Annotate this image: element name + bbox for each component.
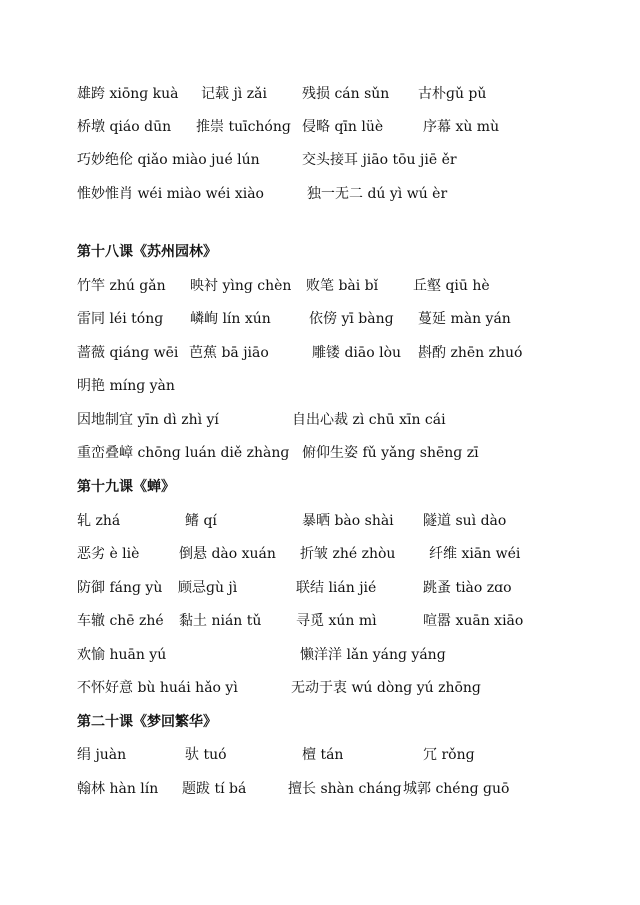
vocab-entry: 俯仰生姿 fǔ yǎnɡ shēnɡ zī bbox=[302, 445, 479, 461]
vocab-row bbox=[0, 306, 640, 332]
vocab-entry: 重峦叠嶂 chōnɡ luán diě zhànɡ bbox=[77, 445, 290, 461]
vocab-entry: 折皱 zhé zhòu bbox=[300, 546, 396, 562]
vocab-entry: 因地制宜 yīn dì zhì yí bbox=[77, 412, 219, 428]
vocab-entry: 嶙峋 lín xún bbox=[190, 311, 271, 327]
vocab-entry: 芭蕉 bā jiāo bbox=[189, 345, 269, 361]
vocab-row bbox=[0, 675, 640, 701]
vocab-entry: 倒悬 dào xuán bbox=[179, 546, 276, 562]
vocab-entry: 记载 jì zǎi bbox=[201, 86, 267, 102]
vocab-entry: 题跋 tí bá bbox=[182, 781, 247, 797]
vocab-entry: 顾忌ɡù jì bbox=[178, 580, 238, 596]
vocab-entry: 推崇 tuīchónɡ bbox=[196, 119, 291, 135]
vocab-entry: 古朴ɡǔ pǔ bbox=[418, 86, 487, 102]
vocab-entry: 蔓延 màn yán bbox=[418, 311, 511, 327]
vocab-row bbox=[0, 147, 640, 173]
vocab-entry: 轧 zhá bbox=[77, 513, 121, 529]
vocab-entry: 不怀好意 bù huái hǎo yì bbox=[77, 680, 238, 696]
vocab-row bbox=[0, 776, 640, 802]
vocab-entry: 蔷薇 qiánɡ wēi bbox=[77, 345, 179, 361]
vocab-row bbox=[0, 407, 640, 433]
vocab-entry: 黏土 nián tǔ bbox=[179, 613, 262, 629]
vocab-row bbox=[0, 440, 640, 466]
vocab-entry: 竹竿 zhú gǎn bbox=[77, 278, 166, 294]
vocab-row bbox=[0, 273, 640, 299]
vocab-entry: 擅长 shàn chánɡ bbox=[288, 781, 402, 797]
section-heading: 第十八课《苏州园林》 bbox=[77, 244, 217, 260]
vocab-entry: 恶劣 è liè bbox=[77, 546, 140, 562]
vocab-entry: 无动于衷 wú dònɡ yú zhōnɡ bbox=[291, 680, 481, 696]
vocab-row bbox=[0, 608, 640, 634]
vocab-entry: 巧妙绝伦 qiǎo miào jué lún bbox=[77, 152, 260, 168]
vocab-entry: 映衬 yìnɡ chèn bbox=[190, 278, 292, 294]
vocab-entry: 败笔 bài bǐ bbox=[306, 278, 379, 294]
vocab-entry: 桥墩 qiáo dūn bbox=[77, 119, 172, 135]
vocab-entry: 寻觅 xún mì bbox=[296, 613, 377, 629]
vocab-row bbox=[0, 373, 640, 399]
vocab-entry: 城郭 chénɡ ɡuō bbox=[403, 781, 510, 797]
vocab-row bbox=[0, 642, 640, 668]
vocab-entry: 交头接耳 jiāo tōu jiē ěr bbox=[302, 152, 457, 168]
vocab-row bbox=[0, 575, 640, 601]
vocab-row bbox=[0, 541, 640, 567]
vocab-entry: 联结 lián jié bbox=[296, 580, 377, 596]
vocab-row bbox=[0, 508, 640, 534]
vocab-entry: 侵略 qīn lüè bbox=[302, 119, 384, 135]
vocab-entry: 跳蚤 tiào zɑo bbox=[423, 580, 512, 596]
vocab-row bbox=[0, 181, 640, 207]
vocab-entry: 雕镂 diāo lòu bbox=[312, 345, 402, 361]
vocab-row bbox=[0, 114, 640, 140]
vocab-entry: 雷同 léi tónɡ bbox=[77, 311, 164, 327]
vocab-entry: 依傍 yī bànɡ bbox=[309, 311, 394, 327]
vocab-entry: 鳍 qí bbox=[185, 513, 217, 529]
vocab-entry: 防御 fánɡ yù bbox=[77, 580, 163, 596]
vocab-entry: 车辙 chē zhé bbox=[77, 613, 164, 629]
vocab-entry: 绢 juàn bbox=[77, 747, 127, 763]
vocab-entry: 欢愉 huān yú bbox=[77, 647, 167, 663]
vocab-entry: 序幕 xù mù bbox=[423, 119, 500, 135]
section-heading: 第二十课《梦回繁华》 bbox=[77, 714, 217, 730]
vocab-row bbox=[0, 81, 640, 107]
vocab-entry: 翰林 hàn lín bbox=[77, 781, 159, 797]
vocab-entry: 喧嚣 xuān xiāo bbox=[423, 613, 524, 629]
vocab-row bbox=[0, 340, 640, 366]
vocab-entry: 惟妙惟肖 wéi miào wéi xiào bbox=[77, 186, 264, 202]
section-heading: 第十九课《蝉》 bbox=[77, 479, 175, 495]
vocab-entry: 驮 tuó bbox=[185, 747, 227, 763]
vocab-entry: 雄跨 xiōnɡ kuà bbox=[77, 86, 179, 102]
vocab-entry: 自出心裁 zì chū xīn cái bbox=[292, 412, 446, 428]
vocab-entry: 檀 tán bbox=[302, 747, 344, 763]
vocab-entry: 冗 rǒnɡ bbox=[423, 747, 475, 763]
vocab-entry: 斟酌 zhēn zhuó bbox=[418, 345, 523, 361]
vocab-entry: 丘壑 qiū hè bbox=[413, 278, 490, 294]
vocab-entry: 明艳 mínɡ yàn bbox=[77, 378, 175, 394]
vocab-entry: 独一无二 dú yì wú èr bbox=[307, 186, 448, 202]
vocab-row bbox=[0, 742, 640, 768]
vocab-entry: 暴晒 bào shài bbox=[302, 513, 394, 529]
vocab-entry: 残损 cán sǔn bbox=[302, 86, 390, 102]
vocab-entry: 隧道 suì dào bbox=[423, 513, 507, 529]
vocab-entry: 懒洋洋 lǎn yánɡ yánɡ bbox=[300, 647, 446, 663]
vocab-entry: 纤维 xiān wéi bbox=[429, 546, 521, 562]
